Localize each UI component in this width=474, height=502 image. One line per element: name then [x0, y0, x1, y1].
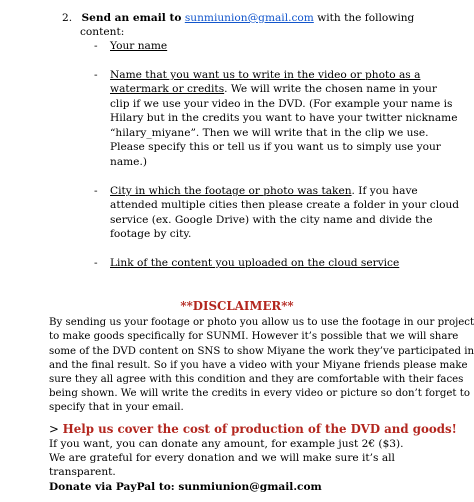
donate-heading-line: [49, 422, 457, 436]
step-number: 2.: [62, 12, 73, 24]
city-tail: . If you have: [351, 185, 418, 197]
watermark-line3: clip if we use your video in the DVD. (For example your name is: [110, 98, 453, 110]
disclaimer-line5: sure they all agree with this condition and they are comfortable with their faces: [49, 374, 464, 385]
bullet-dash: -: [94, 257, 98, 269]
city-line2: attended multiple cities then please create a folder in your cloud: [110, 199, 460, 211]
watermark-line6: Please specify this or tell us if you want us to simply use your: [110, 141, 441, 153]
city-head: City in which the footage or photo was taken: [110, 185, 352, 197]
bullet-dash: -: [94, 40, 98, 52]
donate-line2: We are grateful for every donation and we will make sure it’s all: [49, 452, 395, 464]
disclaimer-line6: being shown. We will write the credits in every video or picture so don’t forget to: [49, 388, 470, 399]
bullet-your-name: Your name: [110, 40, 168, 52]
watermark-head-cont: watermark or credits: [110, 83, 225, 95]
step-rest: with the following: [317, 12, 415, 24]
disclaimer-line2: to make goods specifically for SUNMI. However it’s possible that we will share: [49, 331, 459, 342]
email-link[interactable]: sunmiunion@gmail.com: [184, 12, 314, 24]
disclaimer-title: **DISCLAIMER**: [180, 299, 294, 313]
bullet-city-line1: [110, 184, 418, 198]
watermark-line4: Hilary but in the credits you want to have your twitter nickname: [110, 112, 458, 124]
disclaimer-line4: and the final result. So if you have a video with your Miyane friends please make: [49, 360, 468, 371]
paypal-label: Donate via PayPal to:: [49, 481, 175, 493]
city-line3: service (ex. Google Drive) with the city name and divide the: [110, 214, 433, 226]
bullet-watermark-line2: [110, 82, 437, 96]
watermark-tail: . We will write the chosen name in your: [224, 83, 437, 95]
arrow-marker: >: [49, 422, 59, 436]
city-line4: footage by city.: [110, 228, 192, 240]
bullet-link: Link of the content you uploaded on the cloud service: [110, 257, 400, 269]
donate-line1: If you want, you can donate any amount, for example just 2€ ($3).: [49, 438, 404, 450]
donate-heading: Help us cover the cost of production of the DVD and goods!: [62, 422, 457, 436]
disclaimer-line1: By sending us your footage or photo you allow us to use the footage in our project: [49, 317, 474, 328]
step-2-line: [62, 11, 414, 25]
disclaimer-line3: some of the DVD content on SNS to show Miyane the work they’ve participated in: [49, 346, 474, 357]
bullet-dash: -: [94, 69, 98, 81]
paypal-line: [49, 480, 322, 494]
step-lead: Send an email to: [81, 12, 182, 24]
donate-line3: transparent.: [49, 466, 116, 478]
paypal-email[interactable]: sunmiunion@gmail.com: [178, 481, 322, 493]
watermark-line5: “hilary_miyane”. Then we will write that in the clip we use.: [110, 127, 429, 139]
bullet-dash: -: [94, 185, 98, 197]
watermark-line7: name.): [110, 156, 147, 168]
step-2-cont: content:: [80, 26, 125, 38]
disclaimer-line7: specify that in your email.: [49, 402, 184, 413]
bullet-watermark-head: Name that you want us to write in the video or photo as a: [110, 69, 421, 81]
